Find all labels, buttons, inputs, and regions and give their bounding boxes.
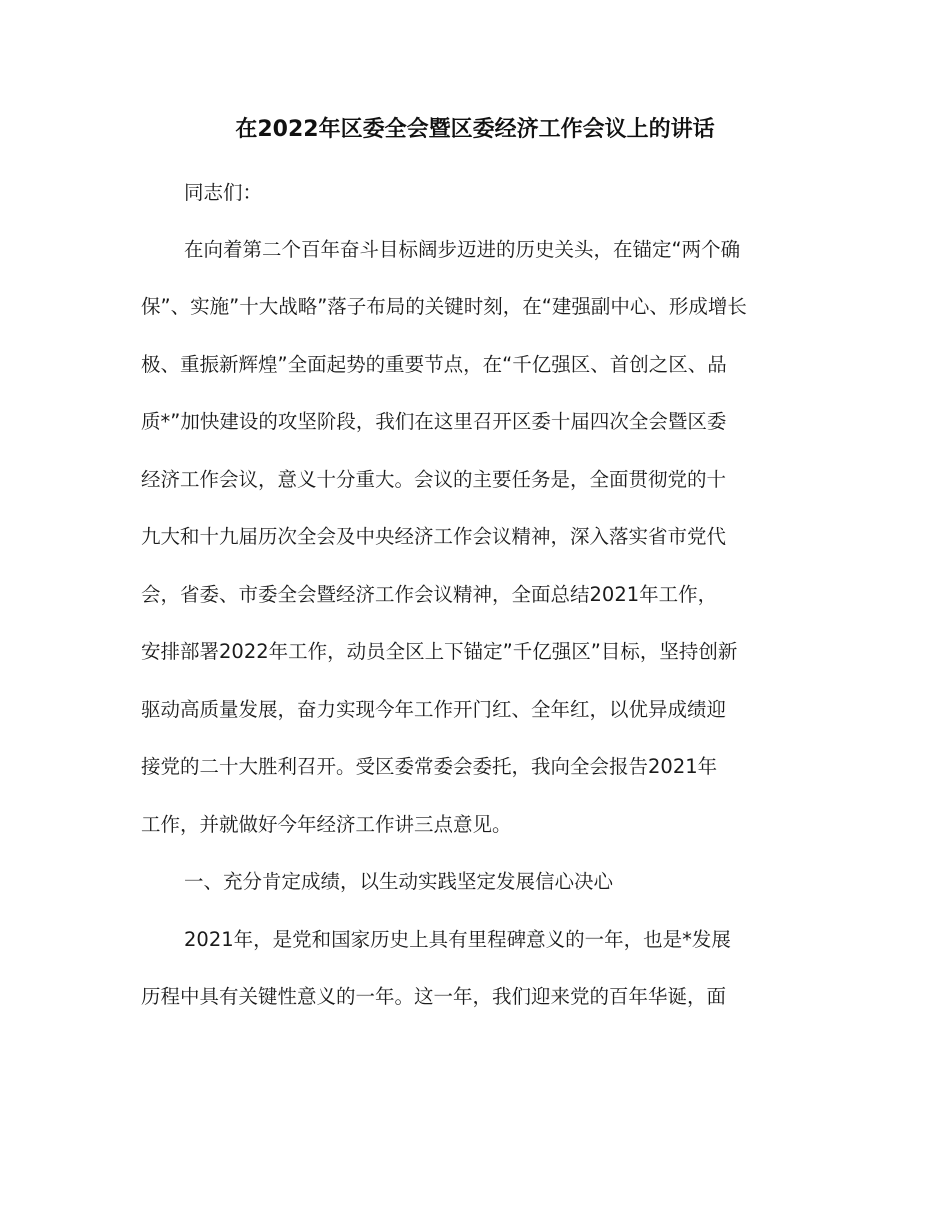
document-title: 在2022年区委全会暨区委经济工作会议上的讲话 [235, 117, 715, 142]
paragraph-line: 驱动高质量发展，奋力实现今年工作开门红、全年红，以优异成绩迎 [141, 698, 727, 721]
section-heading: 一、充分肯定成绩，以生动实践坚定发展信心决心 [184, 870, 614, 893]
paragraph-line: 质*”加快建设的攻坚阶段，我们在这里召开区委十届四次全会暨区委 [141, 410, 727, 433]
paragraph-line: 安排部署2022年工作，动员全区上下锚定”千亿强区”目标，坚持创新 [141, 640, 738, 663]
paragraph-line: 2021年，是党和国家历史上具有里程碑意义的一年，也是*发展 [184, 928, 731, 951]
paragraph-line: 极、重振新辉煌”全面起势的重要节点，在“千亿强区、首创之区、品 [141, 353, 727, 376]
paragraph-line: 九大和十九届历次全会及中央经济工作会议精神，深入落实省市党代 [141, 525, 727, 548]
paragraph-line: 工作，并就做好今年经济工作讲三点意见。 [141, 813, 512, 836]
salutation: 同志们： [184, 181, 263, 204]
paragraph-line: 经济工作会议，意义十分重大。会议的主要任务是，全面贯彻党的十 [141, 468, 727, 491]
paragraph-line: 会，省委、市委全会暨经济工作会议精神，全面总结2021年工作， [141, 583, 718, 606]
paragraph-line: 接党的二十大胜利召开。受区委常委会委托，我向全会报告2021年 [141, 755, 718, 778]
paragraph-line: 在向着第二个百年奋斗目标阔步迈进的历史关头，在锚定“两个确 [184, 238, 741, 261]
paragraph-line: 历程中具有关键性意义的一年。这一年，我们迎来党的百年华诞，面 [141, 985, 727, 1008]
paragraph-line: 保”、实施”十大战略”落子布局的关键时刻，在“建强副中心、形成增长 [141, 295, 747, 318]
